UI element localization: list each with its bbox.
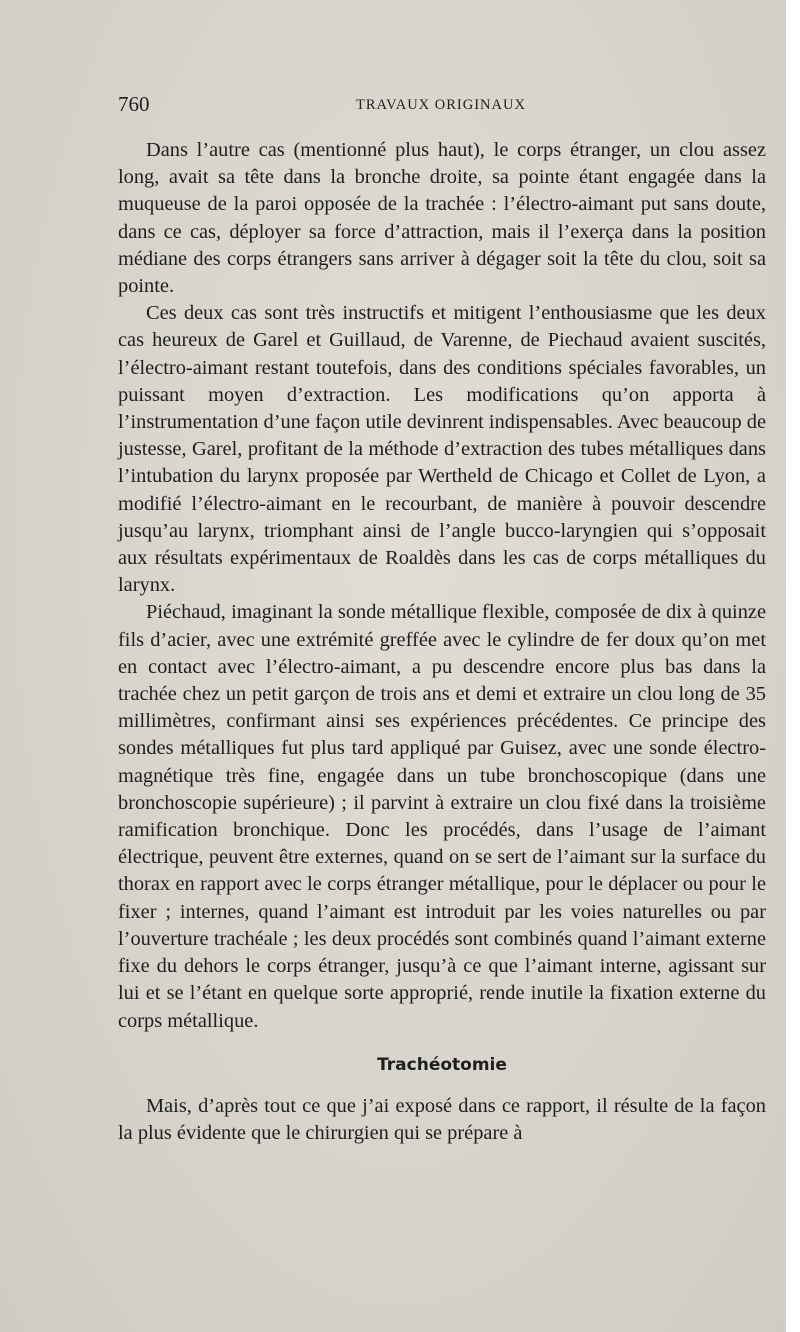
page-edge: [786, 0, 800, 1332]
section-heading: Trachéotomie: [377, 1054, 507, 1075]
page-header: [118, 92, 768, 118]
paragraph-1: Dans l’autre cas (mentionné plus haut), le corps étranger, un clou assez long, avait sa tête dans la bronche droite, sa pointe étant engagée dans la muqueuse de la paroi opposée de la trachée : l’électro-aimant put sans doute, dans ce cas, déployer sa force d’attraction, mais il l’exerça dans la position médiane des corps étrangers sans arriver à dégager soit la tête du clou, soit sa pointe.: [118, 139, 766, 298]
paragraph-2: Ces deux cas sont très instructifs et mitigent l’enthousiasme que les deux cas heureux de Garel et Guillaud, de Varenne, de Piechaud avaient suscités, l’électro-aimant restant toutefois, dans des conditions spéciales favorables, un puissant moyen d’extraction. Les modifications qu’on apporta à l’instrumentation d’une façon utile devinrent indispensables. Avec beaucoup de justesse, Garel, profitant de la méthode d’extraction des tubes métalliques dans l’intubation du larynx proposée par Wertheld de Chicago et Collet de Lyon, a modifié l’électro-aimant en le recourbant, de manière à pouvoir descendre jusqu’au larynx, triomphant ainsi de l’angle bucco-laryngien qui s’opposait aux résultats expérimentaux de Roaldès dans les cas de corps métalliques du larynx.: [118, 302, 766, 597]
section-paragraph: Mais, d’après tout ce que j’ai exposé dans ce rapport, il résulte de la façon la plus évidente que le chirurgien qui se prépare à: [118, 1094, 766, 1144]
body-text: [118, 137, 766, 1147]
page-number: 760: [118, 92, 150, 116]
running-head: TRAVAUX ORIGINAUX: [356, 97, 526, 113]
paragraph-3: Piéchaud, imaginant la sonde métallique flexible, composée de dix à quinze fils d’acier, avec une extrémité greffée avec le cylindre de fer doux qu’on met en contact avec l’électro-aimant, a pu descendre encore plus bas dans la trachée chez un petit garçon de trois ans et demi et extraire un clou long de 35 millimètres, confirmant ainsi ses expériences précédentes. Ce principe des sondes métalliques fut plus tard appliqué par Guisez, avec une sonde électro-magnétique très fine, engagée dans un tube bronchoscopique (dans une bronchoscopie supérieure) ; il parvint à extraire un clou fixé dans la troisième ramification bronchique. Donc les procédés, dans l’usage de l’aimant électrique, peuvent être externes, quand on se sert de l’aimant sur la surface du thorax en rapport avec le corps étranger métallique, pour le déplacer ou pour le fixer ; internes, quand l’aimant est introduit par les voies naturelles ou par l’ouverture trachéale ; les deux procédés sont combinés quand l’aimant externe fixe du dehors le corps étranger, jusqu’à ce que l’aimant interne, agissant sur lui et se l’étant en quelque sorte approprié, rende inutile la fixation externe du corps métallique.: [118, 601, 766, 1032]
